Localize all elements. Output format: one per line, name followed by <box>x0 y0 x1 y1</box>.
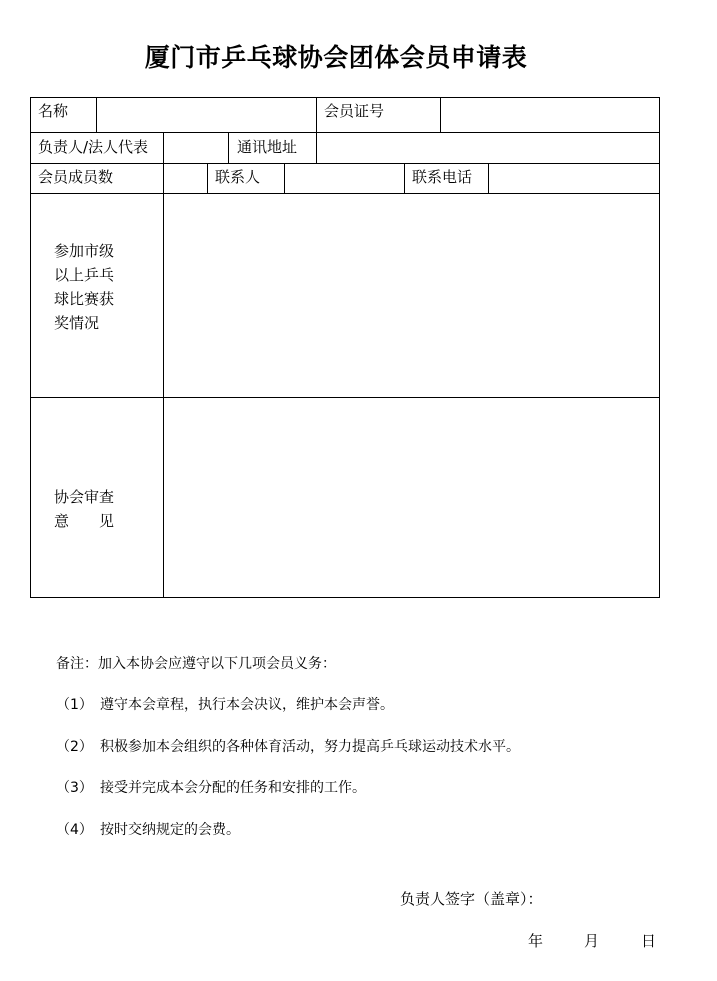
col-divider <box>163 132 164 164</box>
col-divider <box>96 97 97 133</box>
note-text: 遵守本会章程，执行本会决议，维护本会声誉。 <box>100 697 394 713</box>
awards-label: 参加市级 以上乒乓 球比赛获 奖情况 <box>54 242 115 332</box>
row-divider <box>30 132 660 133</box>
col-divider <box>488 163 489 194</box>
address-label: 通讯地址 <box>237 138 298 156</box>
form-border-right <box>659 97 660 598</box>
note-number: （3） <box>56 780 93 796</box>
phone-field[interactable] <box>492 168 654 188</box>
member-count-label: 会员成员数 <box>38 168 114 186</box>
form-border-left <box>30 97 31 598</box>
address-field[interactable] <box>320 138 654 158</box>
contact-label: 联系人 <box>215 168 261 186</box>
col-divider <box>163 163 164 194</box>
member-count-field[interactable] <box>167 168 203 188</box>
contact-field[interactable] <box>288 168 400 188</box>
date-day: 日 <box>641 932 657 950</box>
col-divider <box>207 163 208 194</box>
phone-label: 联系电话 <box>412 168 473 186</box>
date-year: 年 <box>528 932 544 950</box>
name-field[interactable] <box>100 102 312 124</box>
review-field[interactable] <box>168 401 654 593</box>
row-divider <box>30 193 660 194</box>
note-item <box>56 694 394 714</box>
application-form <box>30 97 660 598</box>
col-divider <box>228 132 229 164</box>
col-divider <box>284 163 285 194</box>
name-label: 名称 <box>38 102 69 120</box>
representative-field[interactable] <box>167 138 225 158</box>
notes-heading: 备注：加入本协会应遵守以下几项会员义务： <box>56 656 336 672</box>
col-divider <box>163 193 164 598</box>
note-number: （2） <box>56 739 93 755</box>
col-divider <box>316 97 317 133</box>
member-cert-field[interactable] <box>444 102 654 124</box>
signature-label: 负责人签字（盖章）： <box>400 890 543 908</box>
note-item <box>56 777 366 797</box>
note-text: 接受并完成本会分配的任务和安排的工作。 <box>100 780 366 796</box>
row-divider <box>30 163 660 164</box>
awards-field[interactable] <box>168 197 654 393</box>
review-label: 协会审查 意 见 <box>54 488 115 530</box>
note-text: 按时交纳规定的会费。 <box>100 822 240 838</box>
note-number: （4） <box>56 822 93 838</box>
col-divider <box>316 132 317 164</box>
date-month: 月 <box>584 932 600 950</box>
row-divider <box>30 397 660 398</box>
member-cert-label: 会员证号 <box>324 102 385 120</box>
form-border-top <box>30 97 660 98</box>
note-item <box>56 819 240 839</box>
note-item <box>56 736 520 756</box>
note-number: （1） <box>56 697 93 713</box>
form-border-bottom <box>30 597 660 598</box>
col-divider <box>404 163 405 194</box>
representative-label: 负责人/法人代表 <box>38 138 149 156</box>
note-text: 积极参加本会组织的各种体育活动，努力提高乒乓球运动技术水平。 <box>100 739 520 755</box>
col-divider <box>440 97 441 133</box>
page-title: 厦门市乒乓球协会团体会员申请表 <box>144 43 528 72</box>
